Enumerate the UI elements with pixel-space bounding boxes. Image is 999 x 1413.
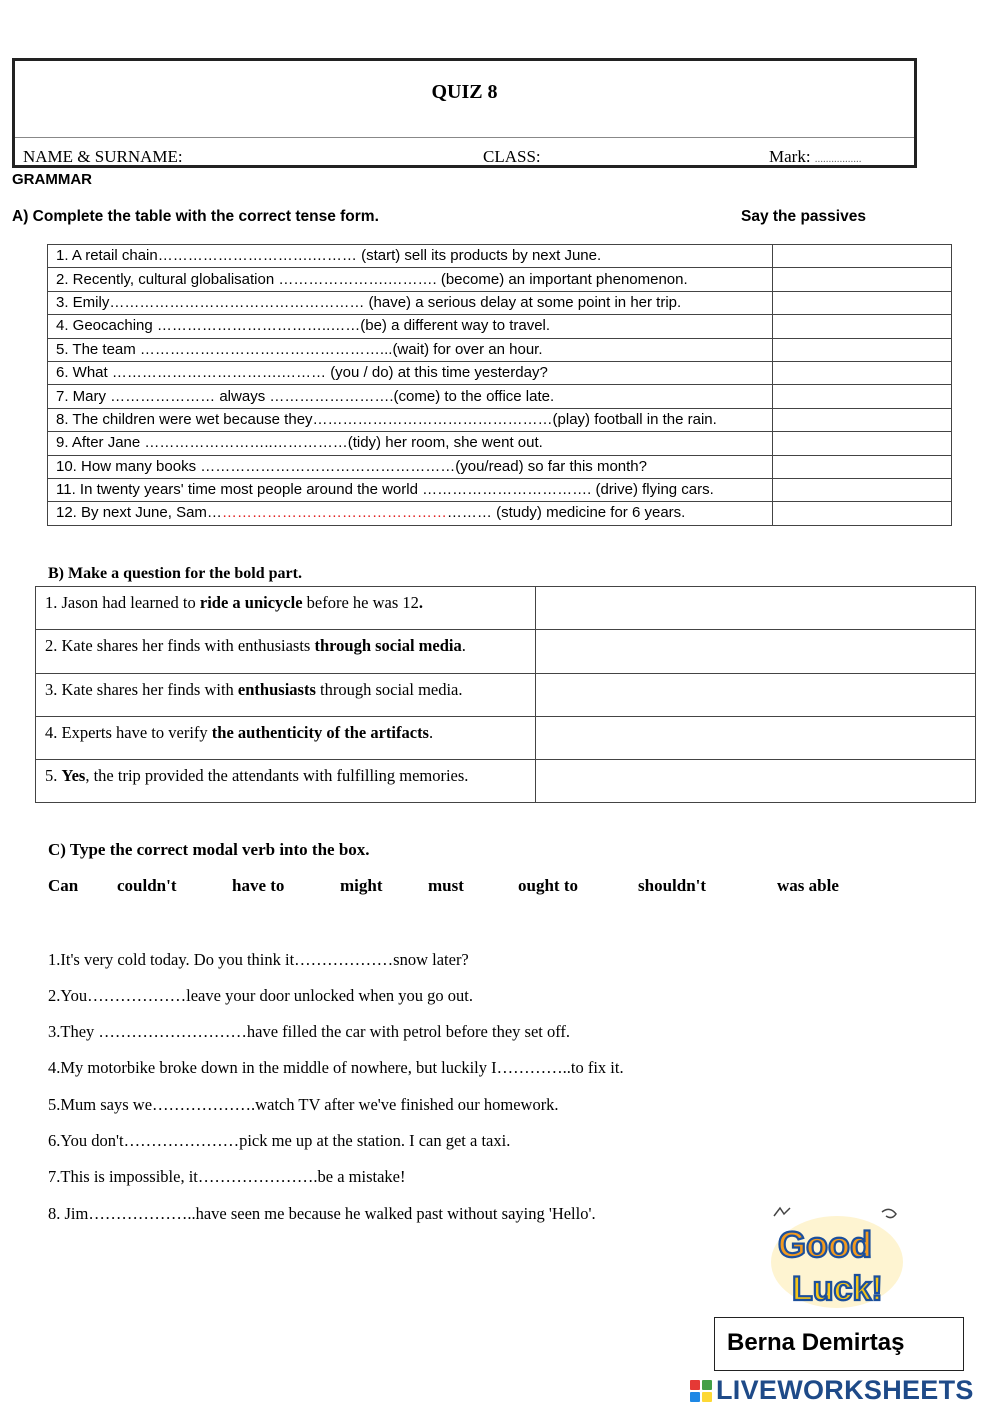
question-sentence <box>36 716 536 759</box>
table-row <box>48 432 952 455</box>
question-answer-box[interactable] <box>536 673 976 716</box>
modal-sentence: 1.It's very cold today. Do you think it………………snow later? <box>48 950 469 969</box>
modal-option: Can <box>48 876 79 895</box>
bold-period: . <box>418 593 424 612</box>
brand-square <box>690 1380 700 1390</box>
table-row <box>48 245 952 268</box>
passive-answer-box[interactable] <box>773 502 952 525</box>
tense-question: 5. The team …………………………………………...(wait) for over an hour. <box>48 338 773 361</box>
passive-answer-box[interactable] <box>773 432 952 455</box>
passive-answer-box[interactable] <box>773 455 952 478</box>
tense-question: 1. A retail chain………………………….……… (start) sell its products by next June. <box>48 245 773 268</box>
tense-question: 9. After Jane ……………………..……………(tidy) her room, she went out. <box>48 432 773 455</box>
bold-part: ride a unicycle <box>199 593 303 612</box>
passive-answer-box[interactable] <box>773 361 952 384</box>
modal-sentence: 7.This is impossible, it………………….be a mistake! <box>48 1167 406 1186</box>
section-a-passives-title: Say the passives <box>741 208 866 225</box>
passive-answer-box[interactable] <box>773 268 952 291</box>
author-name: Berna Demirtaş <box>714 1317 964 1371</box>
tense-question: 4. Geocaching ……………………………..……(be) a different way to travel. <box>48 315 773 338</box>
question-answer-box[interactable] <box>536 587 976 630</box>
brand-square <box>690 1392 700 1402</box>
question-table <box>35 586 976 803</box>
quiz-title: QUIZ 8 <box>431 81 498 103</box>
section-c-title: C) Type the correct modal verb into the box. <box>48 840 370 859</box>
passive-answer-box[interactable] <box>773 338 952 361</box>
table-row <box>48 268 952 291</box>
table-row <box>48 385 952 408</box>
section-a-title: A) Complete the table with the correct tense form. <box>12 208 379 225</box>
table-row <box>48 478 952 501</box>
sentence-text: through social media. <box>315 679 463 699</box>
doodle-mark <box>774 1208 790 1216</box>
question-sentence <box>36 587 536 630</box>
logo-good-text: Good <box>778 1224 872 1265</box>
passive-answer-box[interactable] <box>773 385 952 408</box>
class-label: CLASS: <box>483 147 541 166</box>
sentence-text: before he was 12 <box>302 593 419 612</box>
tense-question: 2. Recently, cultural globalisation ………………….………. (become) an important phenomenon. <box>48 268 773 291</box>
grammar-heading: GRAMMAR <box>12 171 92 188</box>
passive-answer-box[interactable] <box>773 291 952 314</box>
logo-luck-text: Luck! <box>792 1270 883 1308</box>
table-row <box>36 587 976 630</box>
table-row <box>36 716 976 759</box>
table-row <box>48 315 952 338</box>
tense-question <box>48 502 773 525</box>
modal-option: couldn't <box>117 876 177 895</box>
table-row <box>48 502 952 525</box>
doodle-mark <box>882 1209 896 1217</box>
tense-question: 6. What …………………………….……… (you / do) at this time yesterday? <box>48 361 773 384</box>
table-row <box>36 630 976 673</box>
tense-question: 8. The children were wet because they…………………………………………(play) football in the rain. <box>48 408 773 431</box>
question-answer-box[interactable] <box>536 760 976 803</box>
row12-suffix: ……… (study) medicine for 6 years. <box>446 504 686 522</box>
bold-part: Yes <box>61 766 86 786</box>
modal-option: might <box>340 876 383 895</box>
passive-answer-box[interactable] <box>773 408 952 431</box>
modal-option: ought to <box>518 876 578 895</box>
passive-answer-box[interactable] <box>773 478 952 501</box>
modal-sentence: 4.My motorbike broke down in the middle of nowhere, but luckily I…………..to fix it. <box>48 1058 624 1077</box>
modal-sentence: 3.They ………………………have filled the car with petrol before they set off. <box>48 1022 571 1041</box>
sentence-text: . <box>461 636 466 656</box>
header-divider <box>15 137 914 138</box>
question-answer-box[interactable] <box>536 716 976 759</box>
brand-square <box>702 1392 712 1402</box>
table-row <box>36 673 976 716</box>
question-sentence <box>36 673 536 716</box>
modal-option: must <box>428 876 464 895</box>
passive-answer-box[interactable] <box>773 315 952 338</box>
table-row <box>48 455 952 478</box>
row12-prefix: 12. By next June, Sam… <box>56 504 222 522</box>
modal-sentence: 2.You………………leave your door unlocked when you go out. <box>48 986 473 1005</box>
section-b-title: B) Make a question for the bold part. <box>48 565 302 582</box>
bold-part: enthusiasts <box>237 679 316 699</box>
modal-option: was able <box>777 876 839 895</box>
sentence-text: . <box>428 722 434 742</box>
tense-question: 7. Mary ………………… always …………………….(come) to the office late. <box>48 385 773 408</box>
modal-sentence: 8. Jim………………..have seen me because he walked past without saying 'Hello'. <box>48 1204 596 1223</box>
liveworksheets-wordmark: LIVEWORKSHEETS <box>716 1375 974 1405</box>
tense-question: 11. In twenty years' time most people around the world ……………………………. (drive) flying cars. <box>48 478 773 501</box>
sentence-text: 1. Jason had learned to <box>45 593 200 612</box>
sentence-text: , the trip provided the attendants with fulfilling memories. <box>85 766 469 786</box>
modal-option: have to <box>232 876 285 895</box>
sentence-text: 4. Experts have to verify <box>45 722 212 742</box>
quiz-header <box>12 58 917 168</box>
sentence-text: 3. Kate shares her finds with <box>45 679 238 699</box>
mark-dots: ................. <box>814 153 862 165</box>
question-sentence <box>36 630 536 673</box>
mark-label <box>769 147 862 167</box>
sentence-text: 2. Kate shares her finds with enthusiasts <box>45 636 315 656</box>
good-luck-logo <box>762 1202 912 1314</box>
bold-part: through social media <box>314 636 462 656</box>
question-sentence <box>36 760 536 803</box>
tense-question: 10. How many books ……………………………………………(you/read) so far this month? <box>48 455 773 478</box>
table-row <box>48 338 952 361</box>
row12-red-dots: ……………………………………… <box>221 504 447 522</box>
sentence-text: 5. <box>45 766 62 786</box>
liveworksheets-icon <box>690 1380 712 1402</box>
modal-option: shouldn't <box>638 876 707 895</box>
mark-label-text: Mark: <box>769 147 811 166</box>
modal-sentence: 6.You don't…………………pick me up at the station. I can get a taxi. <box>48 1131 511 1150</box>
table-row <box>48 361 952 384</box>
table-row <box>36 760 976 803</box>
name-label: NAME & SURNAME: <box>23 147 183 166</box>
passive-answer-box[interactable] <box>773 245 952 268</box>
table-row <box>48 291 952 314</box>
modal-sentence: 5.Mum says we……………….watch TV after we've finished our homework. <box>48 1095 559 1114</box>
liveworksheets-brand <box>690 1375 990 1407</box>
bold-part: the authenticity of the artifacts <box>211 722 429 742</box>
tense-table <box>47 244 952 526</box>
tense-question: 3. Emily…………………………………………… (have) a serious delay at some point in her trip. <box>48 291 773 314</box>
brand-square <box>702 1380 712 1390</box>
question-answer-box[interactable] <box>536 630 976 673</box>
table-row <box>48 408 952 431</box>
